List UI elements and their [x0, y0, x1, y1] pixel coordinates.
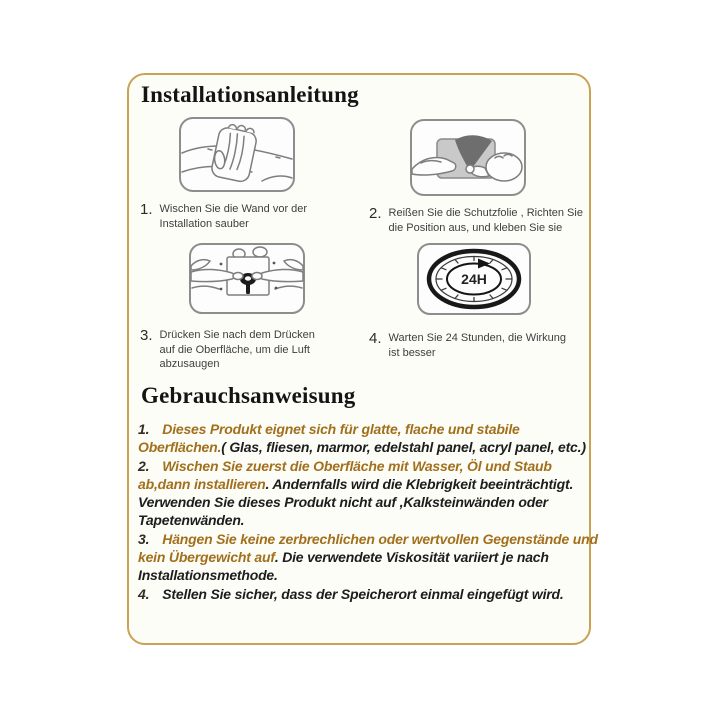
step-4-number: 4.: [369, 330, 382, 347]
usage-item: [138, 585, 598, 603]
usage-item-text: Hängen Sie keine zerbrechlichen oder wertvollen Gegenstände und kein Übergewicht auf: [138, 530, 598, 566]
usage-item-number: 2.: [138, 457, 150, 474]
usage-item-text: . Andernfalls wird die Klebrigkeit beeinträchtigt. Verwenden Sie dieses Produkt nicht auf ,Kalksteinwänden oder Tapetenwänden.: [138, 475, 574, 529]
usage-item-number: 3.: [138, 530, 150, 547]
instruction-sheet: [127, 73, 598, 645]
usage-title: Gebrauchsanweisung: [141, 383, 356, 408]
usage-item: [138, 530, 598, 585]
usage-item-text: Stellen Sie sicher, dass der Speicherort einmal eingefügt wird.: [162, 585, 564, 602]
step-3-caption: [140, 328, 322, 372]
usage-item: [138, 420, 598, 457]
step-2-number: 2.: [369, 205, 382, 222]
wait-24h-clock-icon: [416, 242, 532, 321]
usage-item-text: Dieses Produkt eignet sich für glatte, flache und stabile Oberflächen.: [138, 421, 520, 456]
usage-item-number: 4.: [138, 585, 150, 602]
usage-item-text: . Die verwendete Viskosität variiert je nach Installationsmethode.: [138, 549, 549, 584]
step-2-text: Reißen Sie die Schutzfolie , Richten Sie die Position aus, und kleben Sie sie: [388, 207, 583, 234]
usage-list: [138, 420, 598, 603]
usage-item-text: Wischen Sie zuerst die Oberfläche mit Wasser, Öl und Staub ab,dann installieren: [138, 457, 552, 492]
peel-film-icon: [409, 118, 527, 202]
step-3-number: 3.: [140, 327, 153, 344]
usage-item: [138, 457, 598, 530]
press-surface-icon: [188, 242, 306, 320]
usage-item-number: 1.: [138, 421, 150, 437]
clock-24h-label: 24H: [461, 271, 487, 287]
step-4-text: Warten Sie 24 Stunden, die Wirkung ist besser: [388, 332, 567, 359]
step-1-text: Wischen Sie die Wand vor der Installation sauber: [159, 203, 308, 230]
step-1-caption: [140, 202, 310, 231]
wipe-wall-icon: [178, 116, 296, 198]
usage-item-text: ( Glas, fliesen, marmor, edelstahl panel, acryl panel, etc.): [221, 439, 586, 456]
step-3-text: Drücken Sie nach dem Drücken auf die Oberfläche, um die Luft abzusaugen: [159, 329, 315, 370]
step-1-number: 1.: [140, 201, 153, 218]
installation-title: Installationsanleitung: [141, 82, 359, 107]
step-4-caption: [369, 331, 569, 360]
step-2-caption: [369, 206, 583, 235]
